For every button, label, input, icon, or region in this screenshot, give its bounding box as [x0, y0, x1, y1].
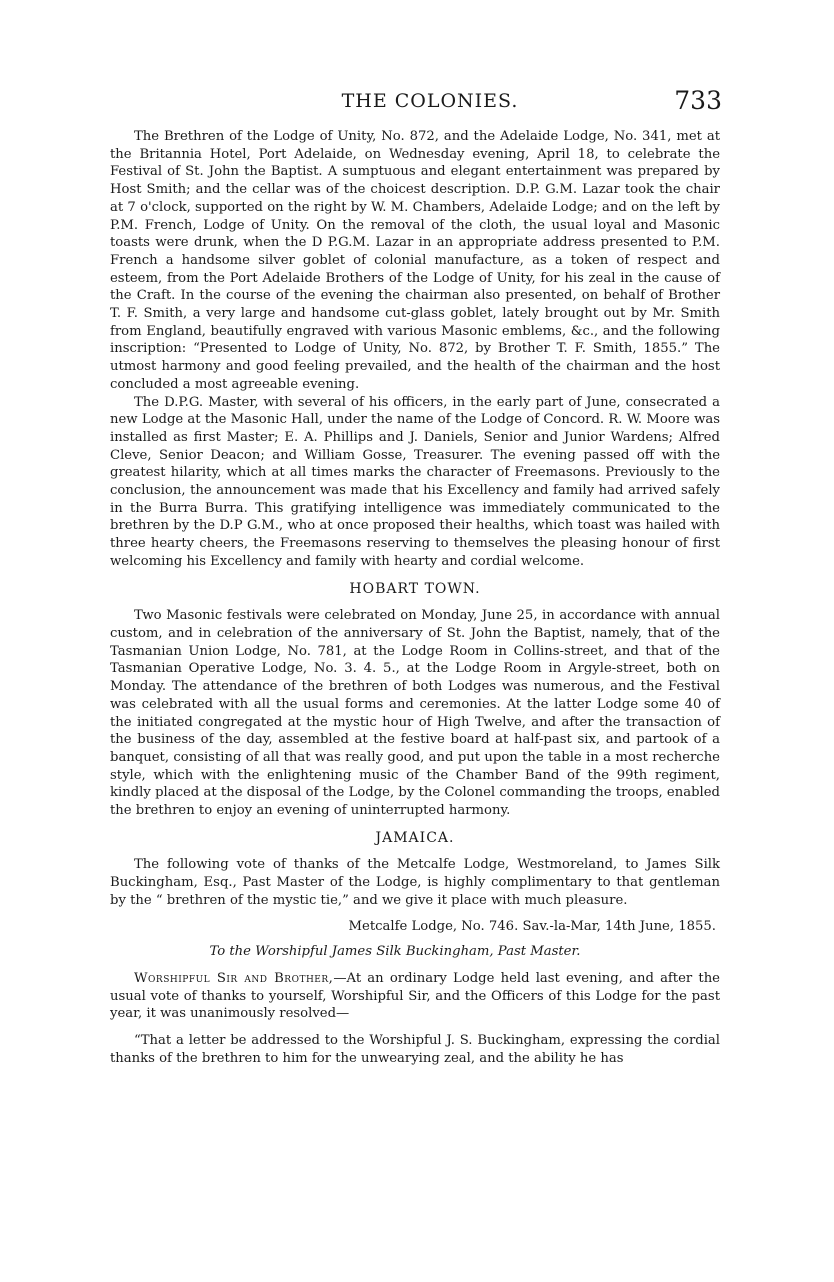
adelaide-paragraph-2: The D.P.G. Master, with several of his officers, in the early part of June, consecrated a new Lodge at the Masonic Hall, under the name of the Lodge of Concord. R. W. Moore was installed as first Master; E. A. Phillips and J. Daniels, Senior and Junior Wardens; Alfred Cleve, Senior Deacon; and William Gosse, Treasurer. The evening passed off with the greatest hilarity, which at all times marks the character of Freemasons. Previously to the conclusion, the announcement was made that his Excellency and family had arrived safely in the Burra Burra. This gratifying intelligence was immediately communicated to the brethren by the D.P G.M., who at once proposed their healths, which toast was hailed with three hearty cheers, the Freemasons reserving to themselves the pleasing honour of first welcoming his Excellency and family with hearty and cordial welcome. [110, 394, 720, 569]
running-title: THE COLONIES. [341, 90, 519, 112]
letter-paragraph [110, 970, 720, 1023]
running-head [0, 86, 834, 122]
letter-address: To the Worshipful James Silk Buckingham, Past Master. [209, 944, 581, 960]
hobart-paragraph: Two Masonic festivals were celebrated on Monday, June 25, in accordance with annual custom, and in celebration of the anniversary of St. John the Baptist, namely, that of the Tasmanian Union Lodge, No. 781, at the Lodge Room in Collins-street, and that of the Tasmanian Operative Lodge, No. 3. 4. 5., at the Lodge Room in Argyle-street, both on Monday. The attendance of the brethren of both Lodges was numerous, and the Festival was celebrated with all the usual forms and ceremonies. At the latter Lodge some 40 of the initiated congregated at the mystic hour of High Twelve, and after the transaction of the business of the day, assembled at the festive board at half-past six, and partook of a banquet, consisting of all that was really good, and put upon the table in a most recherche style, which with the enlightening music of the Chamber Band of the 99th regiment, kindly placed at the disposal of the Lodge, by the Colonel commanding the troops, enabled the brethren to enjoy an evening of uninterrupted harmony. [110, 608, 720, 819]
resolution-paragraph: “That a letter be addressed to the Worshipful J. S. Buckingham, expressing the cordial thanks of the brethren to him for the unwearying zeal, and the ability he has [110, 1033, 720, 1066]
letter-body: —At an ordinary Lodge held last evening, and after the usual vote of thanks to yourself, Worshipful Sir, and the Officers of this Lodge for the past year, it was unanimously resolved— [110, 970, 720, 1022]
body-text [110, 128, 720, 1067]
section-heading-jamaica: JAMAICA. [375, 829, 455, 846]
page-number: 733 [674, 86, 722, 115]
section-heading-hobart-town: HOBART TOWN. [349, 580, 481, 597]
adelaide-paragraph-1: The Brethren of the Lodge of Unity, No. 872, and the Adelaide Lodge, No. 341, met at the Britannia Hotel, Port Adelaide, on Wednesday evening, April 18, to celebrate the Festival of St. John the Baptist. A sumptuous and elegant entertainment was prepared by Host Smith; and the cellar was of the choicest description. D.P. G.M. Lazar took the chair at 7 o'clock, supported on the right by W. M. Chambers, Adelaide Lodge; and on the left by P.M. French, Lodge of Unity. On the removal of the cloth, the usual loyal and Masonic toasts were drunk, when the D P.G.M. Lazar in an appropriate address presented to P.M. French a handsome silver goblet of colonial manufacture, as a token of respect and esteem, from the Port Adelaide Brothers of the Lodge of Unity, for his zeal in the cause of the Craft. In the course of the evening the chairman also presented, on behalf of Brother T. F. Smith, a very large and handsome cut-glass goblet, lately brought out by Mr. Smith from England, beautifully engraved with various Masonic emblems, &c., and the following inscription: “Presented to Lodge of Unity, No. 872, by Brother T. F. Smith, 1855.” The utmost harmony and good feeling prevailed, and the health of the chairman and the host concluded a most agreeable evening. [110, 129, 720, 392]
jamaica-intro-paragraph: The following vote of thanks of the Metcalfe Lodge, Westmoreland, to James Silk Buckingham, Esq., Past Master of the Lodge, is highly complimentary to that gentleman by the “ brethren of the mystic tie,” and we give it place with much pleasure. [110, 857, 720, 908]
letter-salutation: Worshipful Sir and Brother, [134, 970, 334, 986]
lodge-dateline: Metcalfe Lodge, No. 746. Sav.-la-Mar, 14th June, 1855. [348, 918, 716, 934]
